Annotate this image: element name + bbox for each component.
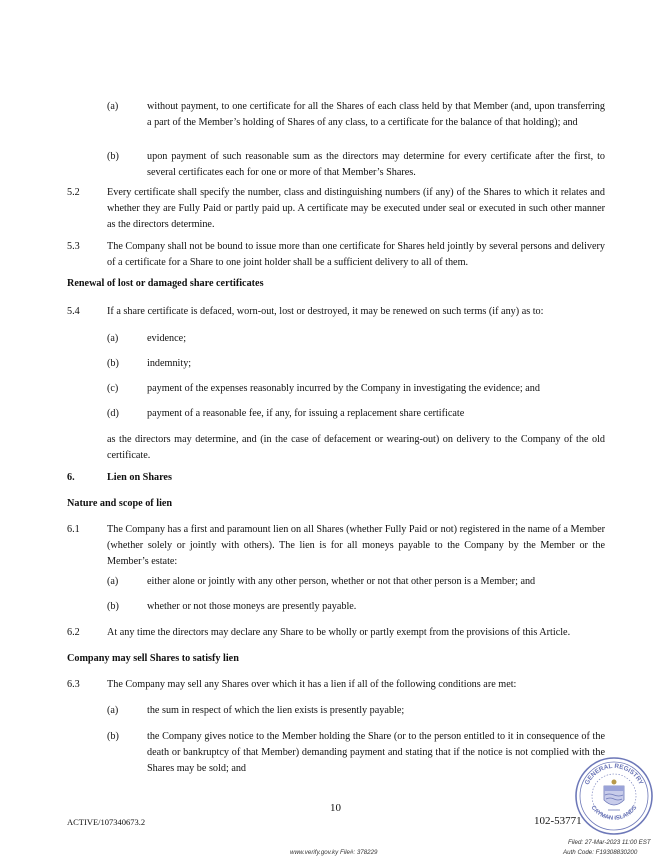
clause-number: 6.3 [67, 679, 80, 690]
clause-number: 5.3 [67, 241, 80, 252]
seal-text-bottom: CAYMAN ISLANDS [589, 804, 639, 822]
clause-number: 6.1 [67, 524, 80, 535]
page-number: 10 [330, 802, 341, 814]
clause-text: If a share certificate is defaced, worn-out, lost or destroyed, it may be renewed on such terms (if any) as to: [107, 306, 544, 317]
svg-text:CAYMAN ISLANDS [590, 805, 639, 822]
item-text: whether or not those moneys are presently payable. [147, 601, 357, 612]
item-label: (a) [107, 576, 119, 587]
clause-number: 5.4 [67, 306, 80, 317]
section-heading: Renewal of lost or damaged share certificates [67, 278, 264, 289]
item-label: (b) [107, 358, 119, 369]
item-label: (a) [107, 101, 119, 112]
item-label: (a) [107, 705, 119, 716]
item-text: evidence; [147, 333, 187, 344]
section-heading: Company may sell Shares to satisfy lien [67, 653, 239, 664]
filed-stamp: Filed: 27-Mar-2023 11:00 EST [568, 839, 651, 846]
stamp-reference: 102-53771 [534, 815, 582, 827]
document-reference: ACTIVE/107340673.2 [67, 817, 146, 827]
auth-code: Auth Code: F19308830200 [563, 849, 638, 856]
seal-text-top: GENERAL REGISTRY [583, 762, 645, 787]
item-text: indemnity; [147, 358, 192, 369]
item-text: the Company gives notice to the Member holding the Share (or to the person entitled to it in consequence of the death or bankruptcy of that Member) demanding payment and stating that if the notice is not complied with the Shares may be sold; and [147, 731, 605, 774]
clause-text: The Company may sell any Shares over which it has a lien if all of the following conditions are met: [107, 679, 517, 690]
verify-website: www.verify.gov.ky File#: 378229 [290, 849, 378, 856]
section-number: 6. [67, 472, 75, 483]
item-text: either alone or jointly with any other person, whether or not that other person is a Member; and [147, 576, 536, 587]
item-label: (b) [107, 601, 119, 612]
item-text: without payment, to one certificate for all the Shares of each class held by that Member (and, upon transferring a part of the Member’s holding of Shares of any class, to a certificate for the balance of that holding); and [147, 101, 605, 128]
general-registry-seal-icon [574, 756, 654, 836]
clause-text: At any time the directors may declare any Share to be wholly or partly exempt from the provisions of this Article. [107, 627, 571, 638]
item-text: upon payment of such reasonable sum as the directors may determine for every certificate after the first, to several certificates each for one or more of that Member’s Shares. [147, 151, 605, 178]
item-text: payment of the expenses reasonably incurred by the Company in investigating the evidence; and [147, 383, 540, 394]
item-label: (b) [107, 151, 119, 162]
clause-text: Every certificate shall specify the number, class and distinguishing numbers (if any) of the Shares to which it relates and whether they are Fully Paid or partly paid up. A certificate may be executed under seal or executed in such other manner as the directors determine. [107, 187, 605, 230]
item-text: payment of a reasonable fee, if any, for issuing a replacement share certificate [147, 408, 465, 419]
item-label: (d) [107, 408, 119, 419]
item-label: (b) [107, 731, 119, 742]
clause-continuation: as the directors may determine, and (in the case of defacement or wearing-out) on delivery to the Company of the old certificate. [107, 434, 605, 461]
clause-number: 5.2 [67, 187, 80, 198]
clause-number: 6.2 [67, 627, 80, 638]
section-heading: Nature and scope of lien [67, 498, 173, 509]
item-label: (a) [107, 333, 119, 344]
item-text: the sum in respect of which the lien exists is presently payable; [147, 705, 405, 716]
clause-text: The Company shall not be bound to issue more than one certificate for Shares held jointly by several persons and delivery of a certificate for a Share to one joint holder shall be a sufficient delivery to all of them. [107, 241, 605, 268]
clause-text: The Company has a first and paramount lien on all Shares (whether Fully Paid or not) registered in the name of a Member (whether solely or jointly with others). The lien is for all moneys payable to the Company by the Member or the Member’s estate: [107, 524, 605, 567]
section-title: Lien on Shares [107, 472, 172, 483]
item-label: (c) [107, 383, 119, 394]
